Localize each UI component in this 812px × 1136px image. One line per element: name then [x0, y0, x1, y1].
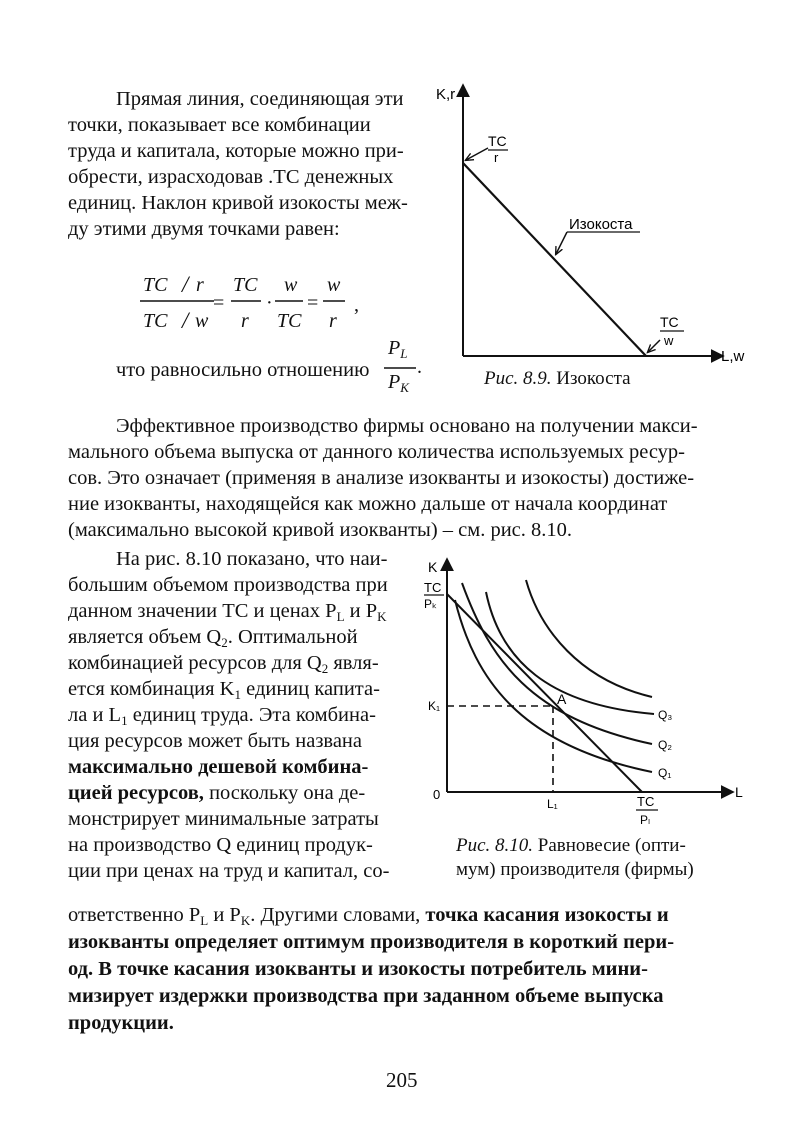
text-line: ду этими двумя точками равен:	[68, 218, 340, 240]
text-line: данном значении ТС и ценах $P_L$ и $P_K$	[68, 600, 387, 624]
tc-label: TC	[488, 133, 507, 149]
q1-label: Q₁	[658, 766, 672, 780]
formula-r: r	[196, 274, 204, 296]
page-number: 205	[386, 1068, 418, 1092]
y-axis-label: K	[428, 559, 438, 575]
x-axis-label: L	[735, 784, 743, 800]
text-line: монстрирует минимальные затраты	[68, 808, 379, 830]
ratio-top: $P_L$	[388, 337, 408, 361]
tc-label: TC	[660, 314, 679, 330]
ratio-bottom: $P_K$	[388, 371, 409, 395]
text-line: максимально дешевой комбина-	[68, 756, 369, 778]
text-line: ла и $L_1$ единиц труда. Эта комбина-	[68, 704, 376, 728]
formula-w: w	[327, 274, 341, 296]
k1-label: K₁	[428, 699, 441, 713]
text-line: комбинацией ресурсов для $Q_2$ явля-	[68, 652, 379, 676]
q2-label: Q₂	[658, 738, 672, 752]
text-line: является объем $Q_2$. Оптимальной	[68, 626, 358, 650]
text-line: мального объема выпуска от данного количества используемых ресур-	[68, 441, 686, 463]
formula-tc: TC	[233, 274, 258, 296]
text-line: мизирует издержки производства при заданном объеме выпуска	[68, 985, 664, 1007]
text-line: На рис. 8.10 показано, что наи-	[116, 548, 388, 570]
text-line: продукции.	[68, 1012, 174, 1034]
tc-label: TC	[637, 794, 655, 809]
text-line: обрести, израсходовав .ТС денежных	[68, 166, 394, 188]
text-line: ответственно $P_L$ и $P_K$. Другими словами, точка касания изокосты и	[68, 904, 669, 928]
y-axis-label: K,r	[436, 86, 456, 103]
text-line: ция ресурсов может быть названа	[68, 730, 363, 752]
caption-text: Равновесие (опти-	[537, 835, 686, 856]
formula-tc: TC	[277, 310, 302, 332]
formula-eq: =	[213, 292, 225, 314]
tc-label: TC	[424, 580, 442, 595]
point-a-label: A	[557, 691, 567, 707]
figure-8-10-caption	[456, 835, 686, 857]
formula-eq: =	[307, 292, 319, 314]
caption-number: Рис. 8.10.	[456, 835, 534, 856]
pk-label: Pₖ	[424, 597, 438, 611]
formula-r: r	[241, 310, 249, 332]
isocost-label: Изокоста	[569, 216, 633, 233]
text-line: цией ресурсов, поскольку она де-	[68, 782, 366, 804]
q3-label: Q₃	[658, 708, 673, 722]
caption-number: Рис. 8.9.	[484, 368, 552, 389]
text-line: од. В точке касания изокванты и изокосты потребитель мини-	[68, 958, 648, 980]
formula-comma: ,	[354, 294, 359, 316]
ratio-text: что равносильно отношению	[116, 359, 370, 381]
w-label: w	[664, 333, 674, 348]
x-axis-label: L,w	[721, 348, 745, 365]
text-line: изокванты определяет оптимум производителя в короткий пери-	[68, 931, 675, 953]
text-line: точки, показывает все комбинации	[68, 114, 371, 136]
formula-tc: TC	[143, 310, 168, 332]
formula-slash: /	[182, 272, 189, 297]
pl-label: Pₗ	[640, 813, 650, 827]
formula-slash: /	[182, 308, 189, 333]
text-line: Прямая линия, соединяющая эти	[116, 88, 404, 110]
text-line: большим объемом производства при	[68, 574, 388, 596]
text-line: ется комбинация $K_1$ единиц капита-	[68, 678, 380, 702]
formula-dot: ·	[266, 292, 273, 314]
text-line: единиц. Наклон кривой изокосты меж-	[68, 192, 408, 214]
ratio-end: .	[417, 356, 422, 378]
figure-8-10-caption-line2: мум) производителя (фирмы)	[456, 859, 694, 880]
l1-label: L₁	[547, 797, 558, 811]
text-line: Эффективное производство фирмы основано на получении макси-	[116, 415, 698, 437]
caption-text: Изокоста	[556, 368, 631, 389]
text-line: труда и капитала, которые можно при-	[68, 140, 404, 162]
text-line: сов. Это означает (применяя в анализе изокванты и изокосты) достиже-	[68, 467, 695, 489]
text-line: на производство Q единиц продук-	[68, 834, 373, 856]
formula-w: w	[284, 274, 298, 296]
text-line: ции при ценах на труд и капитал, со-	[68, 860, 390, 882]
formula-tc: TC	[143, 274, 168, 296]
formula-w: w	[195, 310, 209, 332]
formula-r: r	[329, 310, 337, 332]
isoquant-q-outer	[526, 580, 652, 697]
text-line: ние изокванты, находящейся как можно дальше от начала координат	[68, 493, 668, 515]
text-line: (максимально высокой кривой изокванты) – см. рис. 8.10.	[68, 519, 573, 541]
origin-label: 0	[433, 787, 441, 802]
r-label: r	[494, 150, 499, 165]
